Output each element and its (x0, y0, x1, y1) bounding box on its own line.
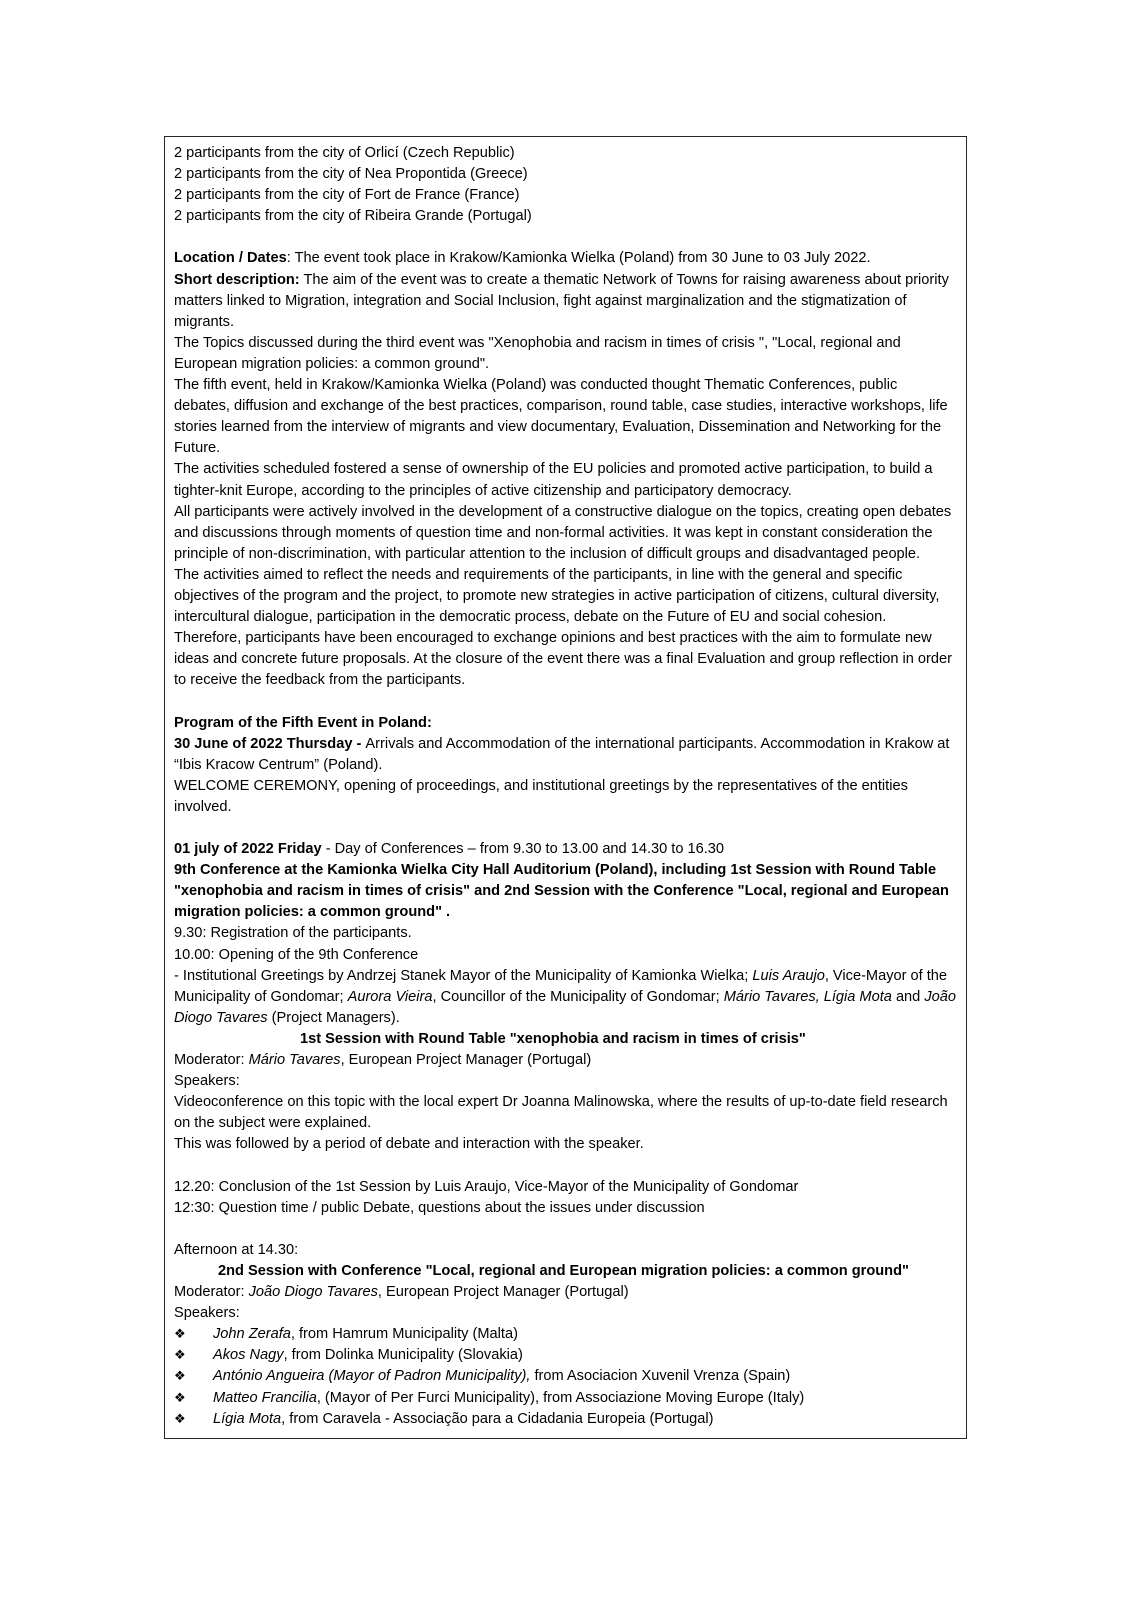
greetings-name-luis-araujo: Luis Araujo (752, 967, 825, 984)
spacer (174, 691, 957, 712)
diamond-bullet-icon: ❖ (174, 1390, 186, 1406)
afternoon-line: Afternoon at 14.30: (174, 1241, 299, 1258)
topics-paragraph: The Topics discussed during the third event was "Xenophobia and racism in times of crisis ", "Local, regional and European migration policies: a common ground". (174, 334, 901, 372)
moderator1-name: Mário Tavares (248, 1052, 341, 1069)
conclusion-paragraph: Therefore, participants have been encouraged to exchange opinions and best practices with the aim to formulate new ideas and concrete future proposals. At the closure of the event there was a final Evaluation and group reflection in order to receive the feedback from the participants. (174, 630, 953, 689)
moderator2-label: Moderator: (174, 1284, 249, 1301)
speaker-affiliation: , (Mayor of Per Furci Municipality), from Associazione Moving Europe (Italy) (316, 1389, 805, 1406)
participant-line: 2 participants from the city of Nea Propontida (Greece) (174, 166, 528, 183)
participants-involvement-paragraph: All participants were actively involved in the development of a constructive dialogue on the topics, creating open debates and discussions through moments of question time and non-formal activities. It was kept in constant consideration the principle of non-discrimination, with particular attention to the inclusion of difficult groups and disadvantaged people. (174, 503, 952, 562)
moderator2-line (174, 1282, 957, 1303)
speaker-name: Matteo Francilia (213, 1389, 317, 1406)
activities-objectives-paragraph: The activities aimed to reflect the needs and requirements of the participants, in line with the general and specific objectives of the program and the project, to promote new strategies in active participation of citizens, cultural diversity, intercultural dialogue, participation in the democratic process, debate on the Future of EU and social cohesion. (174, 566, 940, 626)
participant-line: 2 participants from the city of Fort de France (France) (174, 187, 520, 204)
diamond-bullet-icon: ❖ (174, 1327, 186, 1343)
speaker-entry (213, 1324, 957, 1345)
greetings-name-mario-tavares-ligia-mota: Mário Tavares, Lígia Mota (723, 988, 892, 1005)
document-body (174, 143, 957, 1430)
list-item (174, 1409, 957, 1430)
short-description-label: Short description: (174, 271, 300, 288)
spacer (174, 227, 957, 248)
ninth-conference-heading: 9th Conference at the Kamionka Wielka City Hall Auditorium (Poland), including 1st Session with Round Table "xenophobia and racism in times of crisis" and 2nd Session with the Conference "Local, regional and European migration policies: a common ground" . (174, 862, 949, 921)
moderator1-rest: , European Project Manager (Portugal) (340, 1052, 592, 1069)
speaker-entry (213, 1409, 957, 1430)
question-time-line: 12:30: Question time / public Debate, questions about the issues under discussion (174, 1199, 705, 1216)
speaker-affiliation: , from Dolinka Municipality (Slovakia) (283, 1347, 523, 1364)
day2-text: - Day of Conferences – from 9.30 to 13.00 and 14.30 to 16.30 (321, 841, 725, 858)
speaker-name: Lígia Mota (213, 1410, 282, 1427)
welcome-ceremony-line: WELCOME CEREMONY, opening of proceedings, and institutional greetings by the representatives of the entities involved. (174, 777, 908, 815)
day2-line (174, 839, 957, 860)
greetings-name-joao-diogo-tavares: João Diogo Tavares (174, 988, 957, 1026)
bordered-text-box (164, 136, 967, 1439)
speaker-entry (213, 1366, 957, 1387)
conclusion-session1-line: 12.20: Conclusion of the 1st Session by Luis Araujo, Vice-Mayor of the Municipality of Gondomar (174, 1178, 799, 1195)
registration-line: 9.30: Registration of the participants. (174, 925, 412, 942)
moderator2-name: João Diogo Tavares (248, 1284, 378, 1301)
list-item (174, 1324, 957, 1345)
speaker-affiliation: , from Hamrum Municipality (Malta) (290, 1326, 518, 1343)
speaker-affiliation: from Asociacion Xuvenil Vrenza (Spain) (530, 1368, 791, 1385)
opening-line: 10.00: Opening of the 9th Conference (174, 946, 419, 963)
activities-ownership-paragraph: The activities scheduled fostered a sense of ownership of the EU policies and promoted active participation, to build a tighter-knit Europe, according to the principles of active citizenship and participatory democracy. (174, 461, 933, 499)
spacer (174, 1219, 957, 1240)
speakers-label-session1: Speakers: (174, 1073, 240, 1090)
short-description-paragraph (174, 270, 957, 333)
debate-followup-line: This was followed by a period of debate and interaction with the speaker. (174, 1136, 644, 1153)
participant-line: 2 participants from the city of Orlicí (Czech Republic) (174, 145, 515, 161)
speaker-entry (213, 1388, 957, 1409)
location-dates-label: Location / Dates (174, 250, 287, 267)
speakers-list (174, 1324, 957, 1429)
speaker-name: António Angueira (Mayor of Padron Municipality), (213, 1368, 531, 1385)
short-description-text: The aim of the event was to create a thematic Network of Towns for raising awareness about priority matters linked to Migration, integration and Social Inclusion, fight against marginalization and the stigmatization of migrants. (174, 271, 949, 330)
speaker-name: John Zerafa (213, 1326, 291, 1343)
moderator2-rest: , European Project Manager (Portugal) (377, 1284, 629, 1301)
speaker-affiliation: , from Caravela - Associação para a Cidadania Europeia (Portugal) (281, 1410, 714, 1427)
speaker-entry (213, 1345, 957, 1366)
speaker-name: Akos Nagy (213, 1347, 284, 1364)
institutional-greetings-paragraph (174, 966, 957, 1029)
speakers-label-session2: Speakers: (174, 1305, 240, 1322)
greetings-name-aurora-vieira: Aurora Vieira (347, 988, 433, 1005)
list-item (174, 1366, 957, 1387)
day1-line (174, 734, 957, 776)
moderator1-line (174, 1050, 957, 1071)
fifth-event-paragraph: The fifth event, held in Krakow/Kamionka Wielka (Poland) was conducted thought Thematic Conferences, public debates, diffusion and exchange of the best practices, comparison, round table, case studies, interactive workshops, life stories learned from the interview of migrants and view documentary, Evaluation, Dissemination and Networking for the Future. (174, 377, 948, 457)
day2-date: 01 july of 2022 Friday (174, 841, 322, 858)
spacer (174, 818, 957, 839)
diamond-bullet-icon: ❖ (174, 1348, 186, 1364)
spacer (174, 1156, 957, 1177)
diamond-bullet-icon: ❖ (174, 1411, 186, 1427)
videoconference-paragraph: Videoconference on this topic with the local expert Dr Joanna Malinowska, where the results of up-to-date field research on the subject were explained. (174, 1094, 948, 1132)
list-item (174, 1345, 957, 1366)
greetings-text-5: (Project Managers). (267, 1009, 400, 1026)
diamond-bullet-icon: ❖ (174, 1369, 186, 1385)
location-dates-text: : The event took place in Krakow/Kamionka Wielka (Poland) from 30 June to 03 July 2022. (286, 250, 871, 267)
location-dates-line (174, 248, 957, 269)
greetings-text-1: - Institutional Greetings by Andrzej Stanek Mayor of the Municipality of Kamionka Wielka; (174, 967, 753, 984)
greetings-text-4: and (891, 988, 925, 1005)
greetings-text-3: , Councillor of the Municipality of Gondomar; (432, 988, 724, 1005)
list-item (174, 1388, 957, 1409)
program-title: Program of the Fifth Event in Poland: (174, 714, 432, 731)
session2-heading: 2nd Session with Conference "Local, regional and European migration policies: a common ground" (218, 1262, 909, 1279)
day1-date: 30 June of 2022 Thursday - (174, 735, 366, 752)
moderator1-label: Moderator: (174, 1052, 249, 1069)
greetings-text-2: , Vice-Mayor of the Municipality of Gondomar; (174, 967, 948, 1005)
session1-heading: 1st Session with Round Table "xenophobia and racism in times of crisis" (300, 1030, 806, 1047)
participant-line: 2 participants from the city of Ribeira Grande (Portugal) (174, 208, 532, 225)
day1-text: Arrivals and Accommodation of the international participants. Accommodation in Krakow at “Ibis Kracow Centrum” (Poland). (174, 735, 950, 773)
